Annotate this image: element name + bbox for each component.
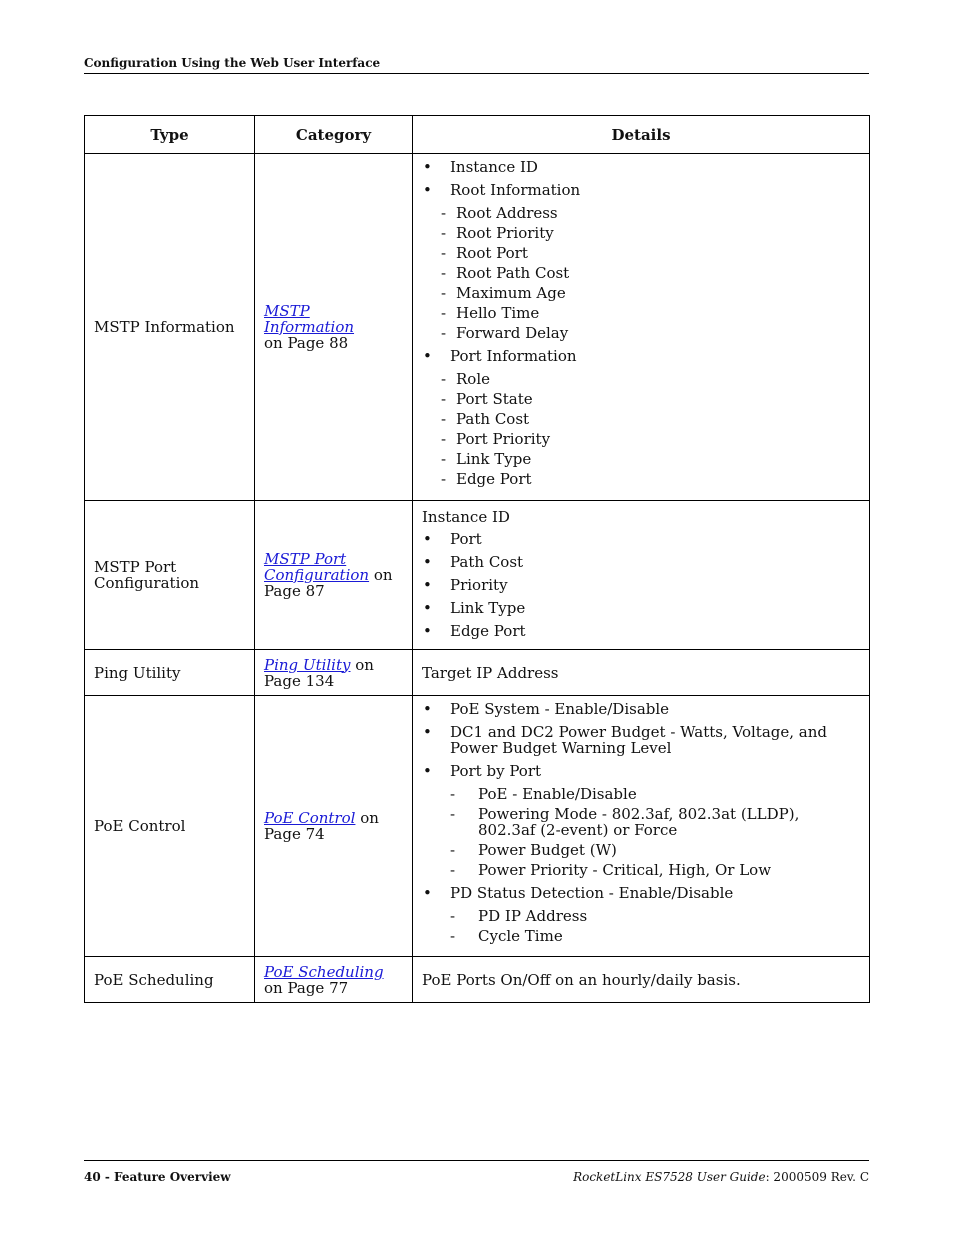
table-row [85, 650, 870, 696]
type-cell: MSTP Port Configuration [85, 501, 255, 650]
category-link[interactable]: MSTP Port Configuration [264, 550, 370, 584]
page-reference: on Page 88 [264, 334, 349, 352]
sub-list [438, 205, 860, 341]
sub-list-item: - Root Address [438, 205, 860, 221]
sub-list-item: - Power Priority - Critical, High, Or Low [450, 862, 860, 878]
sub-list [450, 908, 860, 944]
category-link[interactable]: PoE Control [264, 809, 356, 827]
type-cell: MSTP Information [85, 154, 255, 501]
column-header-category: Category [255, 116, 413, 154]
sub-list-item: - Forward Delay [438, 325, 860, 341]
footer-document-id [573, 1170, 869, 1184]
table-row [85, 957, 870, 1003]
category-cell [255, 501, 413, 650]
sub-list-item: - Edge Port [438, 471, 860, 487]
list-item: • Link Type [422, 600, 860, 616]
table-row [85, 696, 870, 957]
details-cell [413, 696, 870, 957]
sub-list-item: - Maximum Age [438, 285, 860, 301]
type-cell: PoE Scheduling [85, 957, 255, 1003]
details-list [422, 701, 860, 944]
page-reference: on Page 134 [264, 655, 374, 690]
page-reference: on Page 87 [264, 566, 393, 600]
sub-list-item: - Cycle Time [450, 928, 860, 944]
details-intro: Instance ID [422, 508, 510, 526]
list-item: • DC1 and DC2 Power Budget - Watts, Voltage, and Power Budget Warning Level [422, 724, 860, 756]
list-item: • Instance ID [422, 159, 860, 175]
list-item: • Port [422, 531, 860, 547]
type-cell: PoE Control [85, 696, 255, 957]
list-item: • Edge Port [422, 623, 860, 639]
sub-list-item: - Port Priority [438, 431, 860, 447]
details-cell [413, 154, 870, 501]
category-cell [255, 154, 413, 501]
running-header: Configuration Using the Web User Interface [84, 56, 869, 74]
list-item: • Port by Port - PoE - Enable/Disable - Powering Mode - 802.3af, 802.3at (LLDP), 802.3af (2-event) or Force - Power Budget (W) - Power Priority - Critical, High, Or Low [422, 763, 860, 878]
sub-list-item: - PoE - Enable/Disable [450, 786, 860, 802]
page-reference: on Page 74 [264, 809, 379, 843]
list-item: • PoE System - Enable/Disable [422, 701, 860, 717]
details-cell: PoE Ports On/Off on an hourly/daily basis. [413, 957, 870, 1003]
sub-list-item: - Link Type [438, 451, 860, 467]
category-cell [255, 957, 413, 1003]
details-cell: Target IP Address [413, 650, 870, 696]
list-item: • Root Information - Root Address - Root Priority - Root Port - Root Path Cost - Maximum Age - Hello Time - Forward Delay [422, 182, 860, 341]
category-cell [255, 650, 413, 696]
category-link[interactable]: Ping Utility [264, 655, 351, 674]
feature-table [84, 115, 870, 1003]
page-reference: on Page 77 [264, 978, 349, 997]
details-list [422, 159, 860, 487]
list-item: • PD Status Detection - Enable/Disable - PD IP Address - Cycle Time [422, 885, 860, 944]
category-link[interactable]: MSTP Information [264, 302, 355, 336]
type-cell: Ping Utility [85, 650, 255, 696]
list-item: • Priority [422, 577, 860, 593]
table-header-row [85, 116, 870, 154]
running-footer [84, 1160, 869, 1184]
sub-list-item: - PD IP Address [450, 908, 860, 924]
sub-list-item: - Root Port [438, 245, 860, 261]
footer-product-name: RocketLinx ES7528 User Guide [573, 1170, 766, 1184]
sub-list-item: - Port State [438, 391, 860, 407]
column-header-details: Details [413, 116, 870, 154]
sub-list-item: - Root Priority [438, 225, 860, 241]
details-list [422, 531, 860, 639]
list-item: • Port Information - Role - Port State - Path Cost - Port Priority - Link Type - Edge Port [422, 348, 860, 487]
sub-list [450, 786, 860, 878]
sub-list-item: - Hello Time [438, 305, 860, 321]
footer-page-label: 40 - Feature Overview [84, 1170, 231, 1184]
details-cell [413, 501, 870, 650]
sub-list-item: - Path Cost [438, 411, 860, 427]
table-row [85, 154, 870, 501]
list-item: • Path Cost [422, 554, 860, 570]
footer-revision: : 2000509 Rev. C [765, 1170, 869, 1184]
table-row [85, 501, 870, 650]
column-header-type: Type [85, 116, 255, 154]
sub-list-item: - Role [438, 371, 860, 387]
sub-list-item: - Root Path Cost [438, 265, 860, 281]
category-cell [255, 696, 413, 957]
sub-list-item: - Powering Mode - 802.3af, 802.3at (LLDP), 802.3af (2-event) or Force [450, 806, 860, 838]
category-link[interactable]: PoE Scheduling [264, 962, 384, 981]
sub-list [438, 371, 860, 487]
sub-list-item: - Power Budget (W) [450, 842, 860, 858]
